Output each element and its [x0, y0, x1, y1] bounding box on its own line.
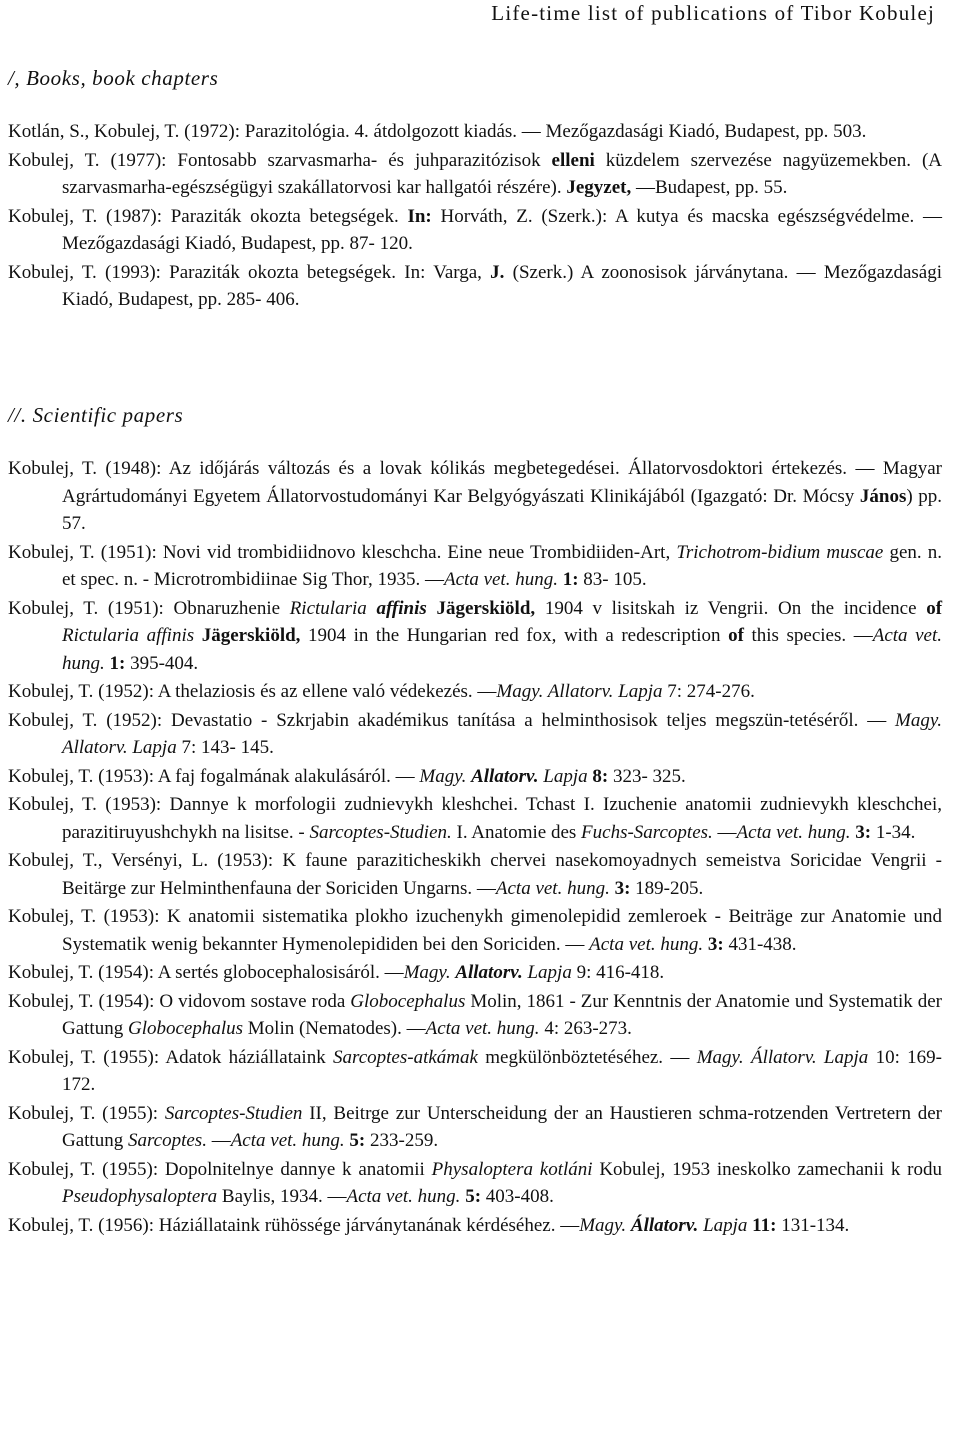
publication-entry: Kobulej, T. (1954): A sertés globocephalosisáról. —Magy. Allatorv. Lapja 9: 416-418. — [8, 962, 665, 983]
publication-entry: Kobulej, T. (1977): Fontosabb szarvasmarha- és juhparazitózisok elleni küzdelem szervezése nagyüzemekben. (A szarvasmarha-egészségügyi szakállatorvosi kar hallgatói részére). Jegyzet, —Budapest, pp. 55. — [8, 149, 942, 198]
publication-entry: Kobulej, T. (1955): Sarcoptes-Studien II, Beitrge zur Unterscheidung der an Haustieren schma-rotzenden Vertretern der Gattung Sarcoptes. —Acta vet. hung. 5: 233-259. — [8, 1102, 942, 1151]
publication-entry: Kotlán, S., Kobulej, T. (1972): Parazitológia. 4. átdolgozott kiadás. — Mezőgazdasági Kiadó, Budapest, pp. 503. — [8, 121, 867, 142]
publication-entry: Kobulej, T. (1954): O vidovom sostave roda Globocephalus Molin, 1861 - Zur Kenntnis der Anatomie und Systematik der Gattung Globocephalus Molin (Nematodes). —Acta vet. hung. 4: 263-273. — [8, 990, 942, 1039]
publication-entry: Kobulej, T. (1993): Paraziták okozta betegségek. In: Varga, J. (Szerk.) A zoonosisok járványtana. — Mezőgazdasági Kiadó, Budapest, pp. 285- 406. — [8, 261, 942, 310]
publication-entry: Kobulej, T. (1951): Obnaruzhenie Rictularia affinis Jägerskiöld, 1904 v lisitskah iz Vengrii. On the incidence of Rictularia affinis Jägerskiöld, 1904 in the Hungarian red fox, with a redescription of this species. —Acta vet. hung. 1: 395-404. — [8, 597, 943, 674]
publication-entry: Kobulej, T. (1956): Háziállataink rühössége járványtanának kérdéséhez. —Magy. Állatorv. Lapja 11: 131-134. — [8, 1214, 850, 1236]
papers-list — [0, 455, 960, 1240]
publication-entry: Kobulej, T. (1953): K anatomii sistematika plokho izuchenykh gimenolepidid zemleroek - Beiträge zur Anatomie und Systematik wenig bekannter Hymenolepididen bei den Soriciden. — Acta vet. hung. 3: 431-438. — [8, 906, 942, 955]
publication-entry: Kobulej, T. (1952): Devastatio - Szkrjabin akadémikus tanítása a helminthosisok teljes megszün-tetéséről. — Magy. Allatorv. Lapja 7: 143- 145. — [8, 709, 942, 758]
publication-entry: Kobulej, T. (1955): Adatok háziállataink Sarcoptes-atkámak megkülönböztetéséhez. — Magy. Állatorv. Lapja 10: 169- 172. — [8, 1046, 943, 1095]
publication-entry: Kobulej, T. (1948): Az időjárás változás és a lovak kólikás megbetegedései. Állatorvosdoktori értekezés. — Magyar Agrártudományi Egyetem Állatorvostudományi Kar Belgyógyászati Klinikájából (Igazgató: Dr. Mócsy János) pp. 57. — [8, 458, 942, 534]
page-title: Life-time list of publications of Tibor Kobulej — [491, 1, 935, 25]
publication-entry: Kobulej, T. (1952): A thelaziosis és az ellene való védekezés. —Magy. Allatorv. Lapja 7: 274-276. — [8, 681, 755, 702]
publication-entry: Kobulej, T. (1955): Dopolnitelnye dannye k anatomii Physaloptera kotláni Kobulej, 1953 ineskolko zamechanii k rodu Pseudophysaloptera Baylis, 1934. —Acta vet. hung. 5: 403-408. — [8, 1158, 942, 1207]
publication-entry: Kobulej, T. (1951): Novi vid trombidiidnovo kleschcha. Eine neue Trombidiiden-Art, Trichotrom-bidium muscae gen. n. et spec. n. - Microtrombidiinae Sig Thor, 1935. —Acta vet. hung. 1: 83- 105. — [8, 541, 942, 590]
books-list — [0, 118, 960, 315]
publication-entry: Kobulej, T. (1953): Dannye k morfologii zudnievykh kleshchei. Tchast I. Izuchenie anatomii zudnievykh kleschchei, parazitiruyushchykh na lisitse. - Sarcoptes-Studien. I. Anatomie des Fuchs-Sarcoptes. —Acta vet. hung. 3: 1-34. — [8, 794, 942, 843]
section-heading-books: /, Books, book chapters — [8, 66, 219, 90]
section-heading-papers: //. Scientific papers — [8, 403, 184, 427]
publication-entry: Kobulej, T. (1987): Paraziták okozta betegségek. In: Horváth, Z. (Szerk.): A kutya és macska egészségvédelme. — Mezőgazdasági Kiadó, Budapest, pp. 87- 120. — [8, 205, 943, 254]
publication-entry: Kobulej, T., Versényi, L. (1953): K faune paraziticheskikh chervei nasekomoyadnych semeistva Soricidae Vengrii - Beitärge zur Helminthenfauna der Soriciden Ungarns. —Acta vet. hung. 3: 189-205. — [8, 850, 942, 899]
publication-entry: Kobulej, T. (1953): A faj fogalmának alakulásáról. — Magy. Allatorv. Lapja 8: 323- 325. — [8, 765, 686, 787]
